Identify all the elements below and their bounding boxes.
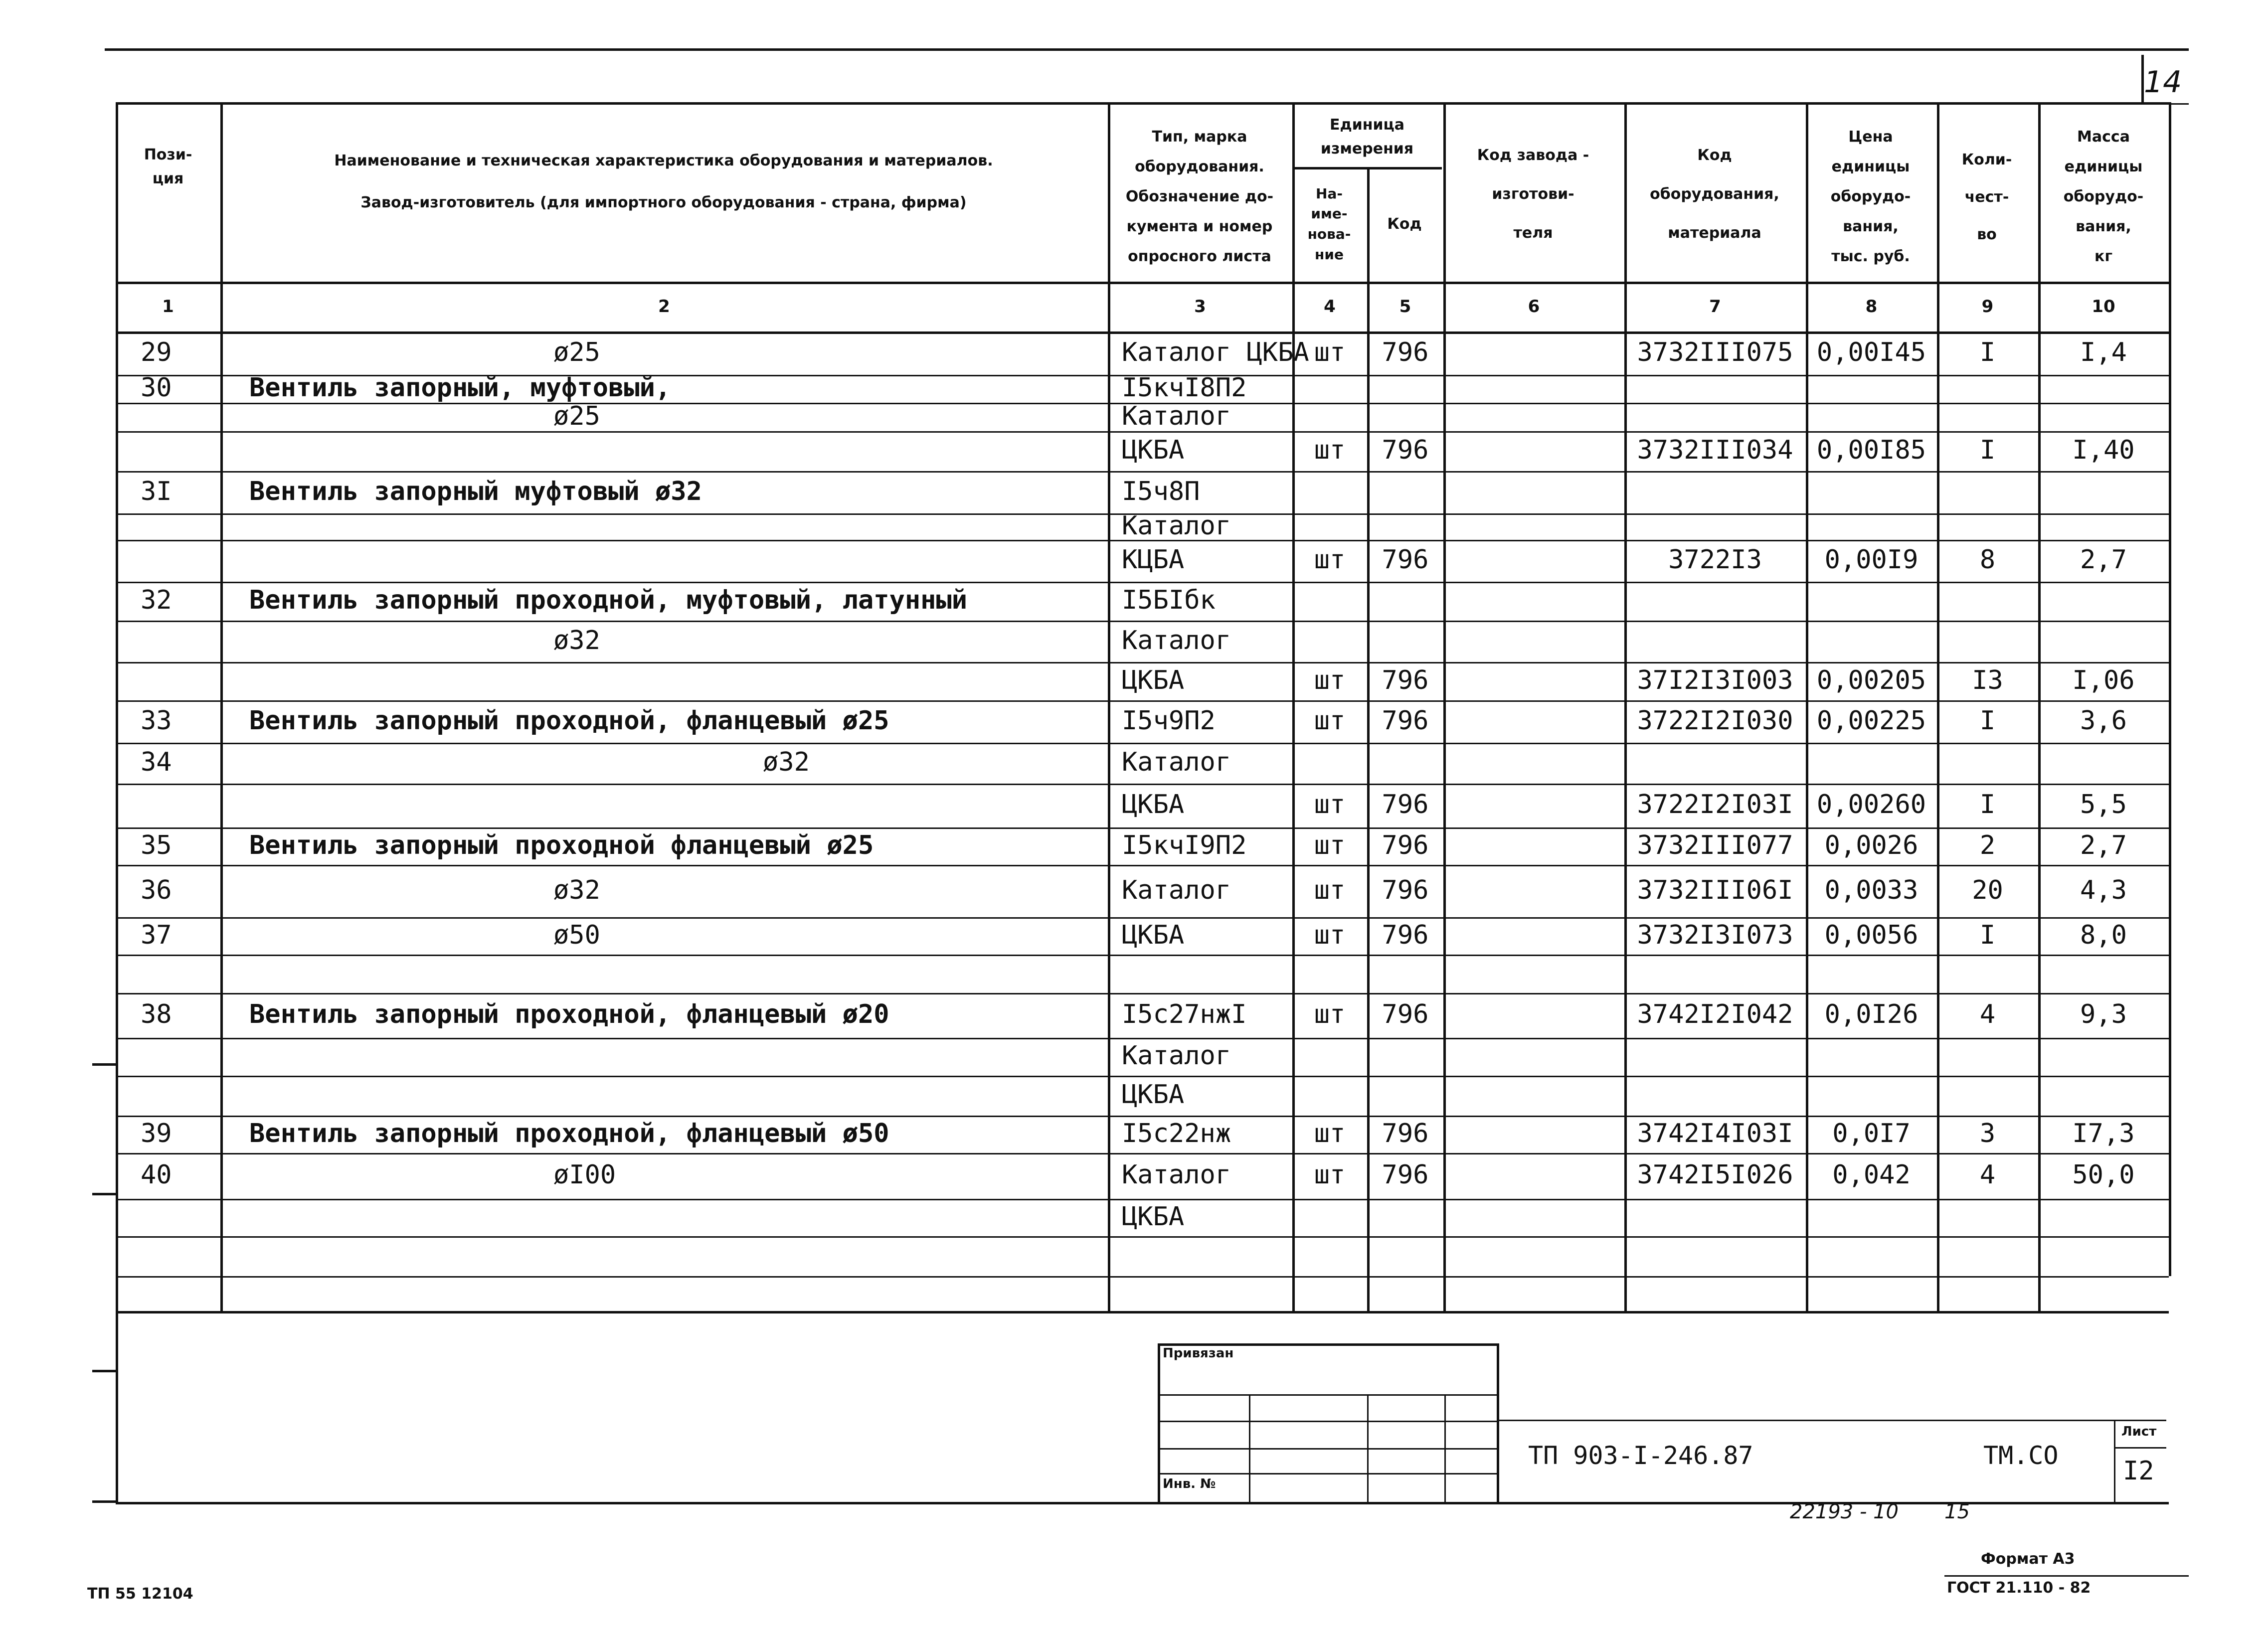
cell-type: I5кчI9П2 — [1122, 830, 1247, 860]
cell-quantity: 20 — [1972, 875, 2003, 905]
column-number: 10 — [2092, 297, 2115, 317]
cell-type: I5кчI8П2 — [1122, 373, 1247, 403]
cell-equipment-code: 37I2I3I003 — [1637, 665, 1793, 695]
column-number: 3 — [1194, 297, 1206, 317]
column-number: 5 — [1399, 297, 1411, 317]
cell-mass: I,40 — [2072, 435, 2135, 465]
grid-line — [116, 1311, 2169, 1313]
column-number: 1 — [162, 297, 174, 317]
cell-unit: шт — [1314, 1118, 1346, 1148]
header-quantity: Коли- чест- во — [1961, 151, 2012, 243]
cell-unit: шт — [1314, 705, 1346, 736]
cell-quantity: I — [1979, 435, 1996, 465]
cell-unit-code: 796 — [1382, 1160, 1429, 1190]
margin-tick — [92, 1370, 116, 1372]
cell-type: ЦКБА — [1122, 920, 1185, 950]
margin-tick — [92, 1500, 116, 1503]
cell-position: 40 — [141, 1160, 172, 1190]
cell-name: ø32 — [763, 747, 810, 777]
cell-quantity: 4 — [1979, 1160, 1996, 1190]
cell-unit-code: 796 — [1382, 999, 1429, 1029]
cell-type: Каталог — [1122, 510, 1231, 541]
cell-type: Каталог — [1122, 1160, 1231, 1190]
cell-price: 0,00205 — [1816, 665, 1926, 695]
cell-unit: шт — [1314, 920, 1346, 950]
cell-quantity: 4 — [1979, 999, 1996, 1029]
format-label: Формат А3 — [1981, 1550, 2075, 1568]
cell-type: Каталог — [1122, 875, 1231, 905]
cell-unit-code: 796 — [1382, 830, 1429, 860]
cell-unit-code: 796 — [1382, 435, 1429, 465]
cell-mass: 9,3 — [2080, 999, 2127, 1029]
cell-price: 0,00I45 — [1816, 337, 1926, 367]
cell-type: I5ч8П — [1122, 476, 1200, 506]
cell-position: 35 — [141, 830, 172, 860]
cell-name: ø25 — [553, 337, 600, 367]
cell-position: 37 — [141, 920, 172, 950]
grid-line — [116, 1116, 2169, 1117]
cell-equipment-code: 3732I3I073 — [1637, 920, 1793, 950]
grid-line — [116, 827, 2169, 829]
cell-mass: 5,5 — [2080, 790, 2127, 819]
cell-type: ЦКБА — [1122, 1201, 1185, 1232]
cell-unit-code: 796 — [1382, 545, 1429, 575]
grid-line — [116, 1153, 2169, 1154]
cell-equipment-code: 3742I2I042 — [1637, 999, 1793, 1029]
grid-line — [116, 743, 2169, 744]
corner-number: 14 — [2144, 65, 2182, 100]
handwritten-page-number: 15 — [1944, 1500, 1970, 1523]
cell-type: КЦБА — [1122, 545, 1185, 575]
cell-quantity: I — [1979, 790, 1996, 819]
cell-quantity: 8 — [1979, 545, 1996, 575]
grid-line — [116, 1199, 2169, 1200]
cell-type: ЦКБА — [1122, 435, 1185, 465]
top-rule — [105, 48, 2189, 51]
cell-name: Вентиль запорный муфтовый ø32 — [249, 476, 702, 506]
cell-position: 3I — [141, 476, 172, 506]
grid-line — [1443, 102, 1446, 1311]
cell-unit-code: 796 — [1382, 665, 1429, 695]
stamp-inventory-label: Инв. № — [1163, 1476, 1216, 1491]
margin-tick — [92, 1193, 116, 1195]
cell-equipment-code: 3732III06I — [1637, 875, 1793, 905]
margin-tick — [92, 1063, 116, 1066]
cell-unit: шт — [1314, 999, 1346, 1029]
cell-mass: 8,0 — [2080, 920, 2127, 950]
stamp-attached-label: Привязан — [1163, 1346, 1234, 1361]
grid-line — [116, 471, 2169, 473]
cell-price: 0,00I85 — [1816, 435, 1926, 465]
cell-type: ЦКБА — [1122, 1080, 1185, 1110]
cell-unit-code: 796 — [1382, 1118, 1429, 1148]
grid-line — [116, 917, 2169, 919]
cell-quantity: 2 — [1979, 830, 1996, 860]
grid-line — [116, 1076, 2169, 1077]
cell-unit: шт — [1314, 545, 1346, 575]
cell-name: Вентиль запорный проходной фланцевый ø25 — [249, 830, 874, 860]
cell-unit: шт — [1314, 337, 1346, 367]
cell-unit: шт — [1314, 830, 1346, 860]
header-unit-code: Код — [1387, 215, 1422, 233]
cell-position: 34 — [141, 747, 172, 777]
grid-line — [116, 955, 2169, 956]
cell-quantity: I — [1979, 920, 1996, 950]
cell-type: Каталог — [1122, 747, 1231, 777]
left-footer-code: ТП 55 12104 — [87, 1585, 193, 1603]
cell-type: Каталог — [1122, 401, 1231, 431]
cell-mass: 2,7 — [2080, 830, 2127, 860]
cell-price: 0,0I26 — [1824, 999, 1919, 1029]
stamp-document-code: ТП 903-I-246.87 — [1528, 1441, 1753, 1470]
column-number: 4 — [1324, 297, 1336, 317]
cell-position: 29 — [141, 337, 172, 367]
grid-line — [116, 865, 2169, 866]
gost-standard: ГОСТ 21.110 - 82 — [1947, 1579, 2091, 1597]
grid-line — [116, 1236, 2169, 1238]
cell-equipment-code: 3722I2I030 — [1637, 705, 1793, 736]
cell-price: 0,00I9 — [1824, 545, 1919, 575]
header-unit: Единица измерения — [1320, 116, 1414, 158]
header-type: Тип, марка оборудования. Обозначение до- кумента и номер опросного листа — [1125, 128, 1274, 265]
cell-price: 0,0033 — [1824, 875, 1919, 905]
cell-type: I5БIбк — [1122, 585, 1216, 615]
cell-quantity: I3 — [1972, 665, 2003, 695]
cell-equipment-code: 3742I4I03I — [1637, 1118, 1793, 1148]
cell-name: ø50 — [553, 920, 600, 950]
cell-unit-code: 796 — [1382, 337, 1429, 367]
cell-position: 32 — [141, 585, 172, 615]
cell-position: 36 — [141, 875, 172, 905]
footer-rule — [1944, 1575, 2189, 1577]
cell-unit: шт — [1314, 665, 1346, 695]
cell-unit-code: 796 — [1382, 920, 1429, 950]
cell-equipment-code: 3732III075 — [1637, 337, 1793, 367]
cell-name: ø32 — [553, 625, 600, 655]
cell-price: 0,042 — [1832, 1160, 1911, 1190]
cell-mass: I,06 — [2072, 665, 2135, 695]
grid-line — [116, 700, 2169, 702]
cell-name: Вентиль запорный, муфтовый, — [249, 373, 671, 403]
stamp-section-code: ТМ.СО — [1983, 1441, 2059, 1470]
header-mass: Масса единицы оборудо- вания, кг — [2063, 128, 2144, 265]
cell-equipment-code: 3722I3 — [1668, 545, 1762, 575]
grid-line — [116, 582, 2169, 583]
cell-type: ЦКБА — [1122, 790, 1185, 819]
grid-line — [116, 102, 2169, 105]
cell-price: 0,0056 — [1824, 920, 1919, 950]
column-number: 6 — [1528, 297, 1540, 317]
cell-name: Вентиль запорный проходной, муфтовый, латунный — [249, 585, 968, 615]
cell-equipment-code: 3732III077 — [1637, 830, 1793, 860]
stamp-sheet-number: I2 — [2123, 1456, 2154, 1486]
cell-quantity: I — [1979, 705, 1996, 736]
cell-name: Вентиль запорный проходной, фланцевый ø25 — [249, 705, 889, 736]
header-name: Наименование и техническая характеристика оборудования и материалов. Завод-изготовитель (для импортного оборудования - страна, фирма) — [334, 152, 993, 211]
cell-unit-code: 796 — [1382, 705, 1429, 736]
grid-line — [116, 784, 2169, 785]
grid-line — [116, 431, 2169, 433]
cell-type: I5с22нж — [1122, 1118, 1231, 1148]
grid-line — [116, 1276, 2169, 1278]
cell-unit: шт — [1314, 1160, 1346, 1190]
cell-name: Вентиль запорный проходной, фланцевый ø50 — [249, 1118, 889, 1148]
cell-price: 0,0I7 — [1832, 1118, 1911, 1148]
stamp-sheet-label: Лист — [2121, 1424, 2157, 1439]
cell-unit: шт — [1314, 790, 1346, 819]
column-number: 2 — [658, 297, 670, 317]
cell-type: Каталог — [1122, 1041, 1231, 1071]
cell-position: 39 — [141, 1118, 172, 1148]
handwritten-inventory-number: 22193 - 10 — [1790, 1500, 1899, 1523]
cell-type: Каталог — [1122, 625, 1231, 655]
grid-line — [116, 993, 2169, 994]
cell-equipment-code: 3722I2I03I — [1637, 790, 1793, 819]
cell-mass: I,4 — [2080, 337, 2127, 367]
cell-unit: шт — [1314, 875, 1346, 905]
cell-price: 0,00260 — [1816, 790, 1926, 819]
header-equipment-code: Код оборудования, материала — [1650, 147, 1779, 242]
cell-name: ø25 — [553, 401, 600, 431]
grid-line — [220, 102, 223, 1311]
grid-line — [116, 662, 2169, 663]
header-plant-code: Код завода - изготови- теля — [1477, 147, 1589, 242]
cell-mass: 2,7 — [2080, 545, 2127, 575]
header-position: Пози- ция — [144, 146, 192, 187]
cell-position: 38 — [141, 999, 172, 1029]
grid-line — [116, 621, 2169, 622]
cell-position: 30 — [141, 373, 172, 403]
cell-type: Каталог ЦКБА — [1122, 337, 1309, 367]
grid-line — [116, 1038, 2169, 1039]
cell-price: 0,00225 — [1816, 705, 1926, 736]
cell-type: I5с27нжI — [1122, 999, 1247, 1029]
cell-position: 33 — [141, 705, 172, 736]
cell-mass: 4,3 — [2080, 875, 2127, 905]
grid-line — [116, 331, 2169, 334]
cell-mass: I7,3 — [2072, 1118, 2135, 1148]
cell-type: I5ч9П2 — [1122, 705, 1216, 736]
cell-unit: шт — [1314, 435, 1346, 465]
cell-unit-code: 796 — [1382, 875, 1429, 905]
cell-equipment-code: 3732III034 — [1637, 435, 1793, 465]
cell-mass: 50,0 — [2072, 1160, 2135, 1190]
column-number: 9 — [1981, 297, 1994, 317]
header-unit-name: На- име- нова- ние — [1307, 185, 1351, 263]
cell-unit-code: 796 — [1382, 790, 1429, 819]
grid-line — [1108, 102, 1110, 1311]
grid-line — [2169, 102, 2171, 1276]
cell-equipment-code: 3742I5I026 — [1637, 1160, 1793, 1190]
column-number: 8 — [1865, 297, 1878, 317]
header-price: Цена единицы оборудо- вания, тыс. руб. — [1830, 128, 1911, 265]
cell-name: ø32 — [553, 875, 600, 905]
cell-quantity: 3 — [1979, 1118, 1996, 1148]
cell-name: Вентиль запорный проходной, фланцевый ø20 — [249, 999, 889, 1029]
cell-price: 0,0026 — [1824, 830, 1919, 860]
cell-type: ЦКБА — [1122, 665, 1185, 695]
cell-mass: 3,6 — [2080, 705, 2127, 736]
cell-name: øI00 — [553, 1160, 616, 1190]
grid-line — [116, 282, 2169, 284]
cell-quantity: I — [1979, 337, 1996, 367]
column-number: 7 — [1709, 297, 1721, 317]
